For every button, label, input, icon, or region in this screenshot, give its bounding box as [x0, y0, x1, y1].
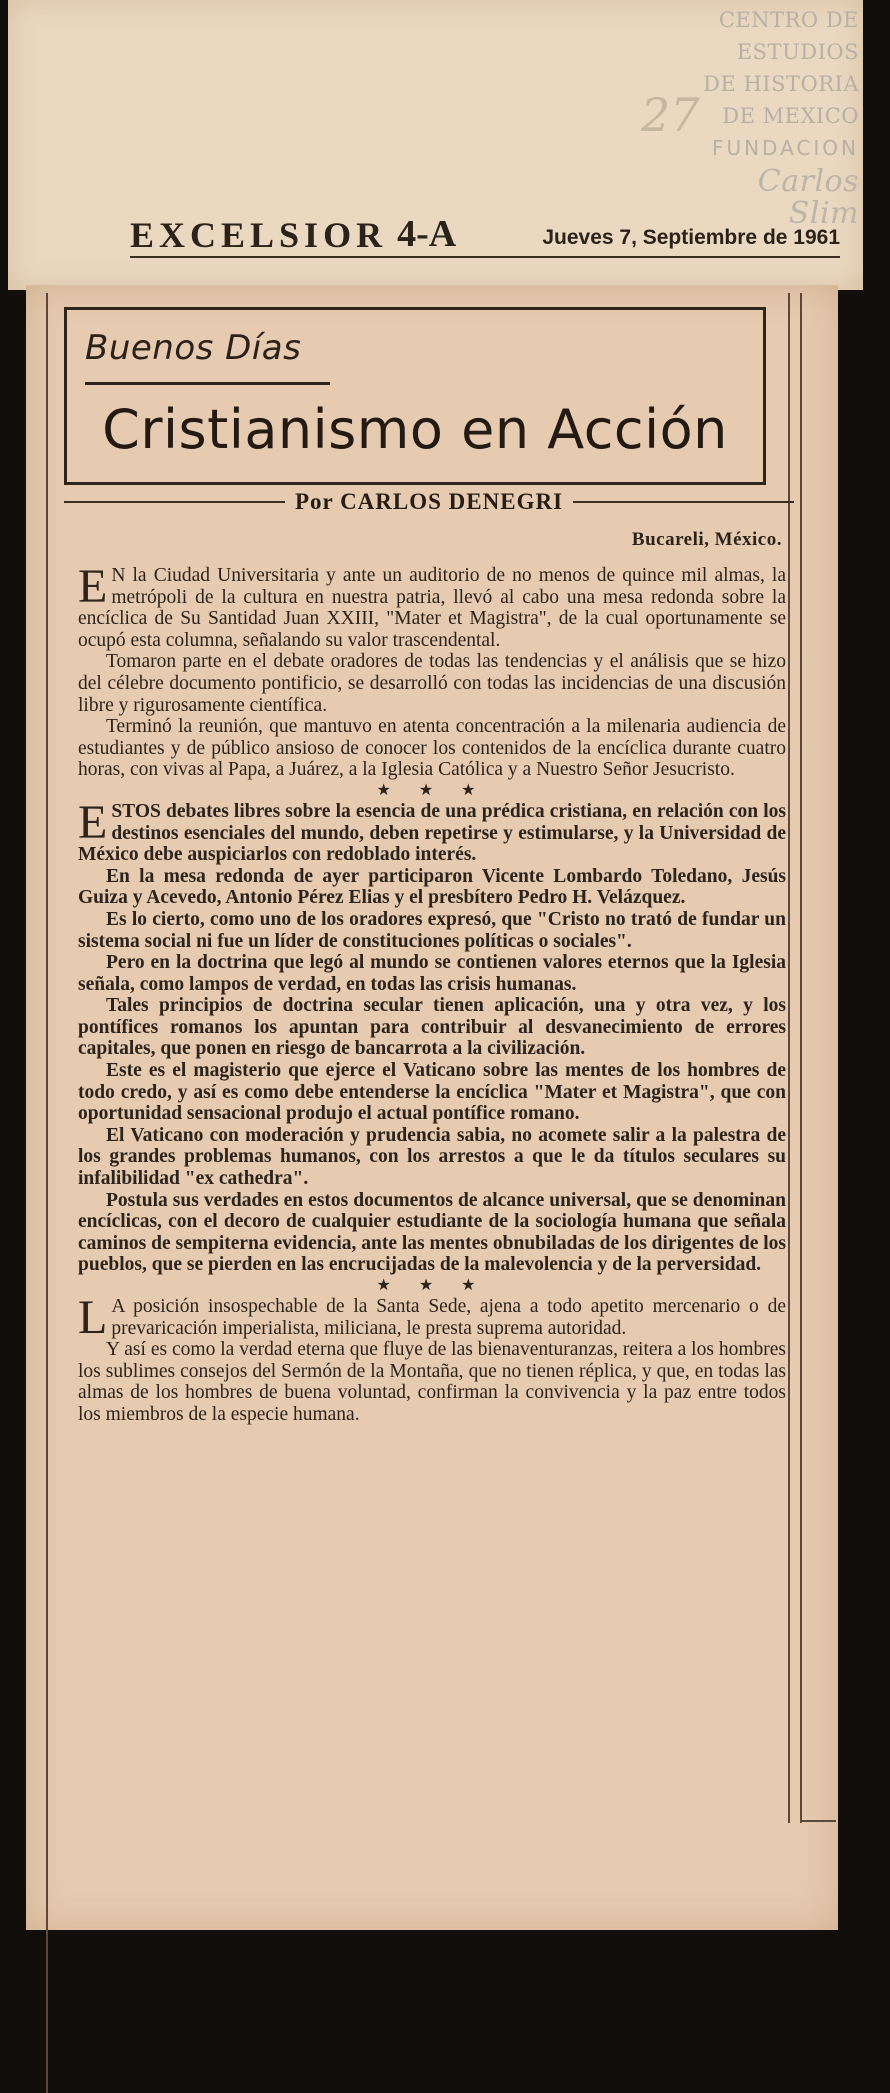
dateline: Bucareli, México. [631, 529, 782, 550]
section-title: Buenos Días [85, 328, 302, 368]
paragraph: Es lo cierto, como uno de los oradores expresó, que "Cristo no trató de fundar un sistema social ni fue un líder de constituciones políticas o sociales". [78, 908, 786, 952]
page-number: 4-A [397, 213, 457, 255]
stamp-line-3: DE HISTORIA [703, 72, 859, 96]
article-title: Cristianismo en Acción [102, 398, 728, 461]
section-underline [85, 382, 330, 385]
article-clipping [26, 285, 838, 1930]
column-rule-right-outer [800, 293, 802, 1823]
paragraph: En la mesa redonda de ayer participaron Vicente Lombardo Toledano, Jesús Guiza y Acevedo, Antonio Pérez Elias y el presbítero Pedro H. Velázquez. [78, 865, 786, 909]
byline-rule-right [573, 501, 794, 503]
paragraph: Y así es como la verdad eterna que fluye de las bienaventuranzas, reitera a los hombres los sublimes consejos del Sermón de la Montaña, que no tienen réplica, y que, en todas las almas de los hombres de buena voluntad, confirman la convivencia y la paz entre todos los miembros de la especie humana. [78, 1339, 786, 1425]
paragraph: ESTOS debates libres sobre la esencia de una prédica cristiana, en relación con los destinos esenciales del mundo, deben repetirse y estimularse, y la Universidad de México debe auspiciarlos con redoblado interés. [78, 795, 786, 866]
column-rule-right [788, 293, 790, 1823]
paragraph: Pero en la doctrina que legó al mundo se contienen valores eternos que la Iglesia señala, como lampos de verdad, en todas las crisis humanas. [78, 952, 786, 995]
newspaper-name: EXCELSIOR [130, 215, 388, 255]
bold-section [78, 795, 786, 1276]
column-rule-left [46, 293, 48, 2093]
handwritten-number: 27 [641, 88, 700, 142]
paragraph: El Vaticano con moderación y prudencia sabia, no acomete salir a la palestra de los grandes problemas humanos, con los arrestos a que le da títulos seculares su infalibilidad "ex cathedra". [78, 1124, 786, 1190]
paragraph: Terminó la reunión, que mantuvo en atenta concentración a la milenaria audiencia de estudiantes y de público ansioso de conocer los contenidos de la encíclica durante cuatro horas, con vivas al Papa, a Juárez, a la Iglesia Católica y a Nuestro Señor Jesucristo. [78, 716, 786, 781]
paragraph: Este es el magisterio que ejerce el Vaticano sobre las mentes de los hombres de todo credo, y así es como debe entenderse la encíclica "Mater et Magistra", que con oportunidad sensacional produjo el actual pontífice romano. [78, 1060, 786, 1125]
stamp-line-5: FUNDACION [711, 136, 859, 160]
paragraph: Tales principios de doctrina secular tienen aplicación, una y otra vez, y los pontífices romanos los apuntan para contribuir al desvanecimiento de errores capitales, que ponen en riesgo de bancarrota a la civilización. [78, 995, 786, 1060]
column-rule-bottom [800, 1820, 836, 1822]
paragraph: LA posición insospechable de la Santa Sede, ajena a todo apetito mercenario o de prevaricación imperialista, miliciana, le presta suprema autoridad. [78, 1291, 786, 1344]
issue-date: Jueves 7, Septiembre de 1961 [542, 226, 840, 249]
paragraph: Tomaron parte en el debate oradores de todas las tendencias y el análisis que se hizo del célebre documento pontificio, se desarrolló con todas las incidencias de una discusión libre y rigurosamente científica. [78, 651, 786, 716]
article-body [78, 560, 786, 1426]
section-separator: ★ ★ ★ [376, 1277, 488, 1294]
stamp-line-2: ESTUDIOS [736, 40, 859, 64]
byline-row [64, 485, 794, 519]
stamp-line-1: CENTRO DE [718, 8, 859, 32]
byline: Por CARLOS DENEGRI [294, 489, 564, 514]
newspaper-masthead [130, 208, 840, 258]
paragraph: Postula sus verdades en estos documentos de alcance universal, que se denominan encíclicas, con el decoro de cualquier estudiante de la sociología humana que señala caminos de sempiterna evidencia, ante las mentes obnubiladas de los dirigentes de los pueblos, que se pierden en las encrucijadas de la malevolencia y de la perversidad. [78, 1189, 786, 1276]
stamp-line-4: DE MEXICO [722, 104, 859, 128]
masthead-strip [8, 0, 863, 290]
paragraph: EN la Ciudad Universitaria y ante un auditorio de no menos de quince mil almas, la metrópoli de la cultura en nuestra patria, llevó al cabo una mesa redonda sobre la encíclica de Su Santidad Juan XXIII, "Mater et Magistra", de la cual oportunamente se ocupó esta columna, señalando su valor trascendental. [78, 560, 786, 651]
headline-box [64, 307, 766, 485]
section-separator: ★ ★ ★ [376, 781, 488, 799]
archive-stamp [699, 4, 859, 230]
byline-rule-left [64, 501, 285, 503]
stamp-signature: Carlos Slim [757, 164, 859, 231]
